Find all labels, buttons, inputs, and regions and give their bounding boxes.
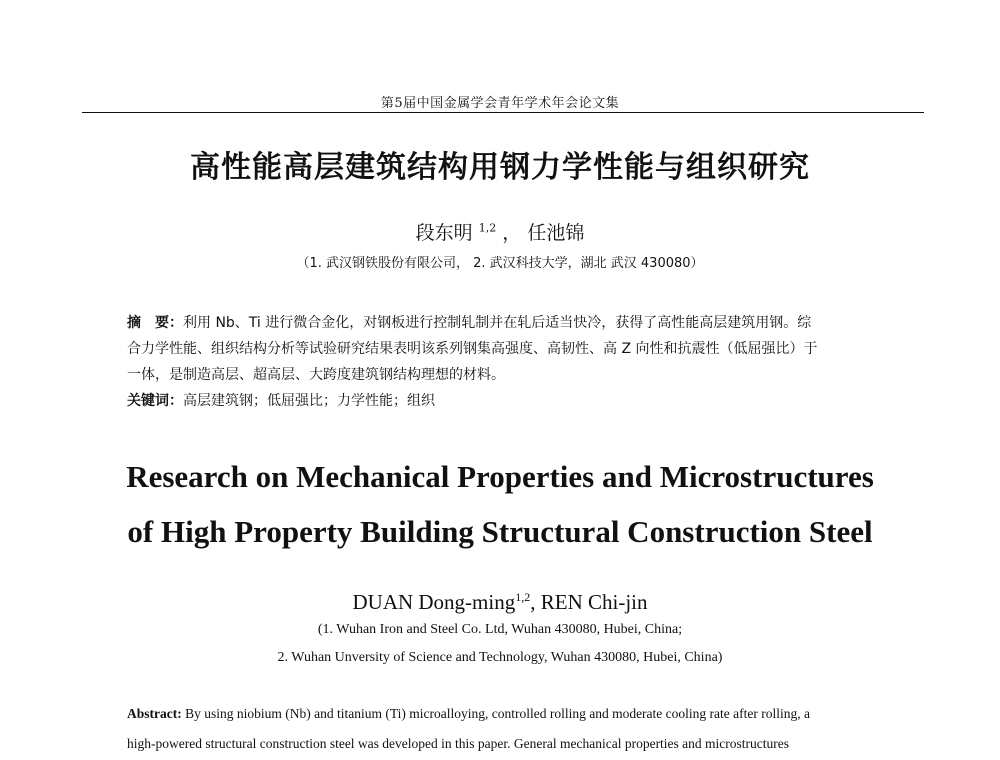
author-2-name-english: , REN Chi-jin [530,590,648,614]
abstract-english-line-2: high-powered structural construction steel was developed in this paper. General mechanical properties and microstructures [127,736,790,751]
author-1-name: 段东明 [415,222,473,244]
header-rule [82,112,924,113]
paper-title-english-line-1: Research on Mechanical Properties and Microstructures [126,459,874,494]
abstract-line: 合力学性能、组织结构分析等试验研究结果表明该系列钢集高强度、高韧性、高 Z 向性和抗震性（低屈强比）于 [127,341,818,357]
abstract-line: 摘 要：利用 Nb、Ti 进行微合金化，对钢板进行控制轧制并在轧后适当快冷，获得了高性能高层建筑用钢。综 [127,315,812,331]
author-1-name-english: DUAN Dong-ming [352,590,516,614]
abstract-english-line-1: Abstract: By using niobium (Nb) and titanium (Ti) microalloying, controlled rolling and moderate cooling rate after rolling, a [127,706,810,721]
keywords-text: 高层建筑钢；低屈强比；力学性能；组织 [183,393,435,409]
author-1-affiliation-mark-english: 1,2 [515,590,531,604]
paper-title-english-line-2: of High Property Building Structural Construction Steel [127,514,873,549]
paper-title-chinese: 高性能高层建筑结构用钢力学性能与组织研究 [190,150,810,185]
affiliation-english-2: 2. Wuhan Unversity of Science and Technology, Wuhan 430080, Hubei, China) [277,650,723,665]
keywords-chinese [127,388,879,414]
author-1-affiliation-mark: 1,2 [478,221,497,235]
keywords-label-chinese: 关键词： [127,393,183,409]
author-separator: ， [502,222,522,244]
author-2-name: 任池锦 [527,222,585,244]
abstract-chinese [127,310,879,388]
abstract-line: 一体，是制造高层、超高层、大跨度建筑钢结构理想的材料。 [127,367,505,383]
running-header: 第5届中国金属学会青年学术年会论文集 [380,96,620,111]
abstract-label-chinese: 摘 要： [127,315,183,331]
authors-chinese [0,218,1000,245]
abstract-label-english: Abstract: [127,706,182,721]
affiliation-english-1: (1. Wuhan Iron and Steel Co. Ltd, Wuhan 430080, Hubei, China; [317,622,683,637]
affiliations-chinese: （1. 武汉钢铁股份有限公司， 2. 武汉科技大学，湖北 武汉 430080） [296,256,704,271]
authors-english [0,590,1000,615]
